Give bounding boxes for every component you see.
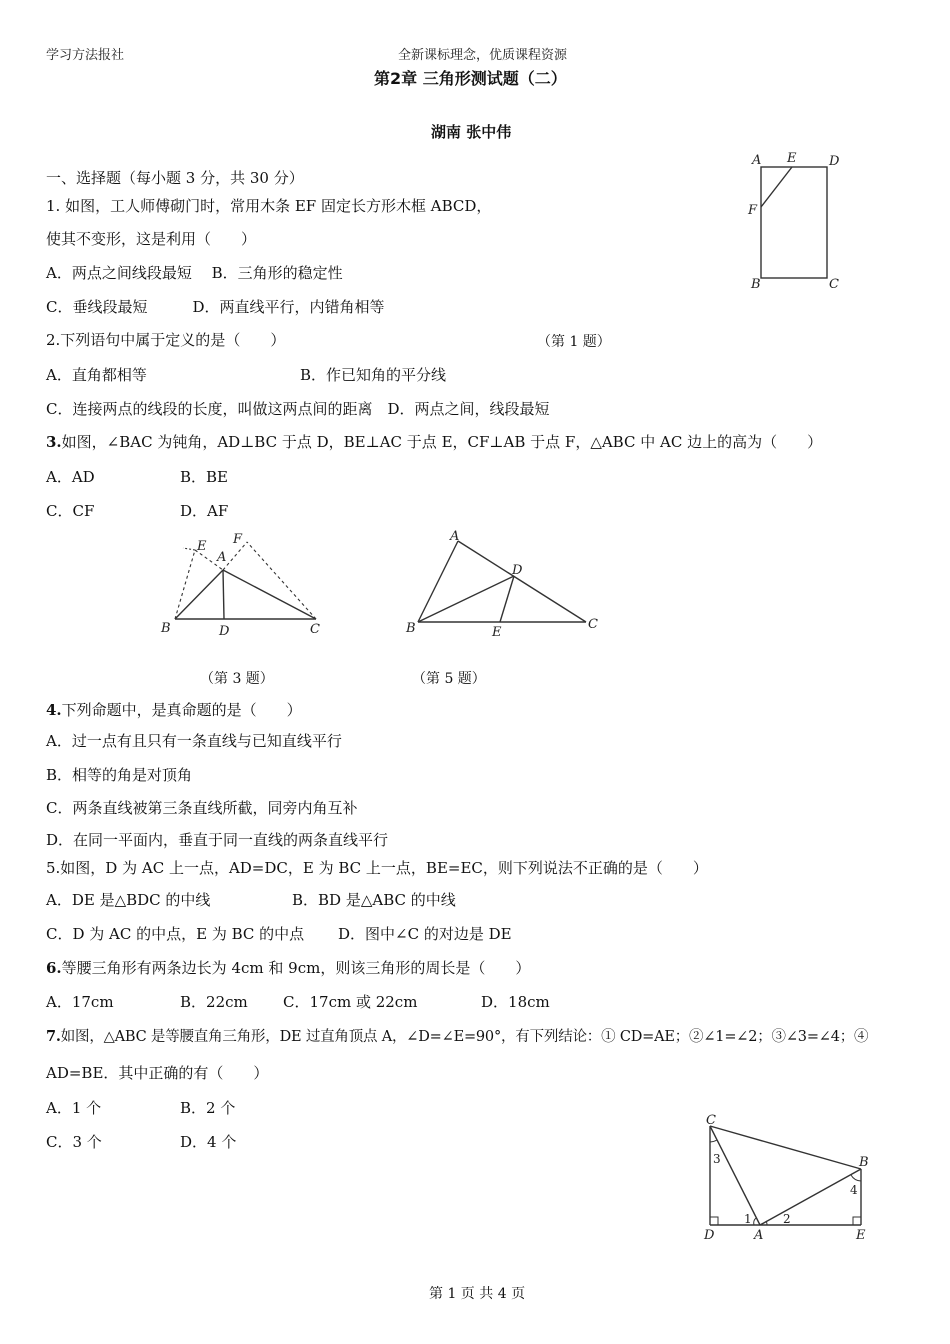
q7-stem-text: 如图，△ABC 是等腰直角三角形，DE 过直角顶点 A，∠D=∠E=90°，有下列结论：① CD=AE；②∠1=∠2；③∠3=∠4；④ <box>60 1029 869 1045</box>
fig5-segment-bd <box>418 576 514 622</box>
fig3-label-f: F <box>233 532 243 547</box>
q3-option-c: C．CF <box>46 502 95 520</box>
q4-option-a: A．过一点有且只有一条直线与已知直线平行 <box>46 732 342 750</box>
fig3-side-ac <box>223 570 316 619</box>
fig3-label-d: D <box>219 624 230 639</box>
header-slogan: 全新课标理念，优质课程资源 <box>398 48 568 63</box>
fig1-label-d: D <box>829 154 840 169</box>
q3-number: 3. <box>46 433 62 451</box>
q6-number: 6. <box>46 959 62 977</box>
fig7-segment-ca <box>710 1126 760 1225</box>
fig5-label-e: E <box>492 625 502 640</box>
fig1-label-f: F <box>748 203 758 218</box>
q2-option-a: A．直角都相等 <box>46 366 147 384</box>
q7-option-d: D．4 个 <box>180 1133 237 1151</box>
figure-1-caption: （第 1 题） <box>537 334 611 350</box>
fig3-label-e: E <box>197 539 207 554</box>
q1-options-ab: A．两点之间线段最短 B．三角形的稳定性 <box>46 264 343 282</box>
fig5-label-a: A <box>450 529 460 544</box>
q3-stem-text: 如图，∠BAC 为钝角，AD⊥BC 于点 D，BE⊥AC 于点 E，CF⊥AB 于点 F，△ABC 中 AC 边上的高为（ ） <box>61 433 823 451</box>
q6-option-a: A．17cm <box>46 993 114 1011</box>
q2-stem: 2.下列语句中属于定义的是（ ） <box>46 331 286 349</box>
q7-option-c: C．3 个 <box>46 1133 102 1151</box>
fig5-side-ab <box>418 541 458 622</box>
fig7-label-3: 3 <box>713 1152 721 1166</box>
q5-option-a: A．DE 是△BDC 的中线 <box>46 891 211 909</box>
figure-1-rectangle-frame <box>740 148 850 298</box>
section-heading: 一、选择题（每小题 3 分，共 30 分） <box>46 169 304 187</box>
q4-stem-text: 下列命题中，是真命题的是（ ） <box>61 701 302 719</box>
fig7-label-4: 4 <box>850 1183 858 1197</box>
fig5-segment-de <box>500 576 514 622</box>
q7-number: 7. <box>46 1028 61 1045</box>
q6-option-b: B．22cm <box>180 993 248 1011</box>
figure-7-right-isosceles <box>696 1108 886 1248</box>
fig7-segment-ab <box>760 1169 861 1225</box>
q5-option-d: D．图中∠C 的对边是 DE <box>338 925 512 943</box>
fig5-side-ac <box>458 541 586 622</box>
q3-option-a: A．AD <box>46 468 95 486</box>
fig3-label-b: B <box>161 621 171 636</box>
fig3-dashed-ext <box>183 548 195 550</box>
figure-5-triangle <box>400 524 610 644</box>
fig7-angle-3-arc <box>710 1140 717 1142</box>
fig7-angle-1-arc <box>754 1218 756 1225</box>
fig7-label-b: B <box>859 1155 869 1170</box>
figure-3-caption: （第 3 题） <box>200 671 274 687</box>
q3-option-d: D．AF <box>180 502 229 520</box>
fig7-label-2: 2 <box>783 1212 791 1226</box>
q4-option-c: C．两条直线被第三条直线所截，同旁内角互补 <box>46 799 358 817</box>
fig5-label-b: B <box>406 621 416 636</box>
fig1-label-c: C <box>829 277 839 292</box>
fig7-segment-cb <box>710 1126 861 1169</box>
fig1-rectangle <box>761 167 827 278</box>
fig7-label-e: E <box>856 1228 866 1243</box>
q6-stem <box>46 958 530 978</box>
page-title: 第2章 三角形测试题（二） <box>374 69 567 88</box>
fig3-altitude-ad <box>223 570 224 619</box>
fig5-label-d: D <box>512 563 523 578</box>
q3-option-b: B．BE <box>180 468 228 486</box>
fig5-label-c: C <box>588 617 598 632</box>
fig1-segment-ef <box>761 167 792 207</box>
q1-options-cd: C．垂线段最短 D．两直线平行，内错角相等 <box>46 298 385 316</box>
fig7-label-1: 1 <box>744 1212 752 1226</box>
q4-number: 4. <box>46 701 62 719</box>
page-number: 第 1 页 共 4 页 <box>429 1286 526 1302</box>
q1-stem-line2: 使其不变形，这是利用（ ） <box>46 230 257 248</box>
fig1-label-a: A <box>752 153 762 168</box>
q4-stem <box>46 700 302 720</box>
figure-5-caption: （第 5 题） <box>412 671 486 687</box>
author: 湖南 张中伟 <box>431 123 512 141</box>
q7-stem-line2: AD=BE．其中正确的有（ ） <box>46 1064 269 1082</box>
fig7-angle-4-arc <box>851 1175 861 1181</box>
q1-stem-line1: 1. 如图，工人师傅砌门时，常用木条 EF 固定长方形木框 ABCD， <box>46 197 492 215</box>
q2-options-cd: C．连接两点的线段的长度，叫做这两点间的距离 D．两点之间，线段最短 <box>46 400 550 418</box>
q6-option-c: C．17cm 或 22cm <box>283 993 418 1011</box>
fig1-label-b: B <box>751 277 761 292</box>
fig7-label-c: C <box>706 1113 716 1128</box>
fig3-dashed-cf <box>247 542 316 619</box>
fig1-label-e: E <box>787 151 797 166</box>
q7-option-a: A．1 个 <box>46 1099 102 1117</box>
q5-option-b: B．BD 是△ABC 的中线 <box>292 891 456 909</box>
fig7-label-a: A <box>754 1228 764 1243</box>
q2-option-b: B．作已知角的平分线 <box>300 366 447 384</box>
q7-option-b: B．2 个 <box>180 1099 236 1117</box>
fig3-label-a: A <box>217 550 227 565</box>
q4-option-d: D．在同一平面内，垂直于同一直线的两条直线平行 <box>46 831 389 849</box>
q4-option-b: B．相等的角是对顶角 <box>46 766 193 784</box>
figure-3-obtuse-triangle <box>155 528 335 643</box>
q6-stem-text: 等腰三角形有两条边长为 4cm 和 9cm，则该三角形的周长是（ ） <box>61 959 531 977</box>
q5-stem: 5.如图，D 为 AC 上一点，AD=DC，E 为 BC 上一点，BE=EC，则下列说法不正确的是（ ） <box>46 859 708 877</box>
q5-option-c: C．D 为 AC 的中点，E 为 BC 的中点 <box>46 925 305 943</box>
q6-option-d: D．18cm <box>481 993 550 1011</box>
fig7-label-d: D <box>704 1228 715 1243</box>
publisher-name: 学习方法报社 <box>46 48 125 63</box>
q7-stem-line1 <box>46 1027 868 1047</box>
fig3-label-c: C <box>310 622 320 637</box>
q3-stem <box>46 432 822 452</box>
fig7-right-angle-d <box>710 1217 718 1225</box>
fig7-right-angle-e <box>853 1217 861 1225</box>
